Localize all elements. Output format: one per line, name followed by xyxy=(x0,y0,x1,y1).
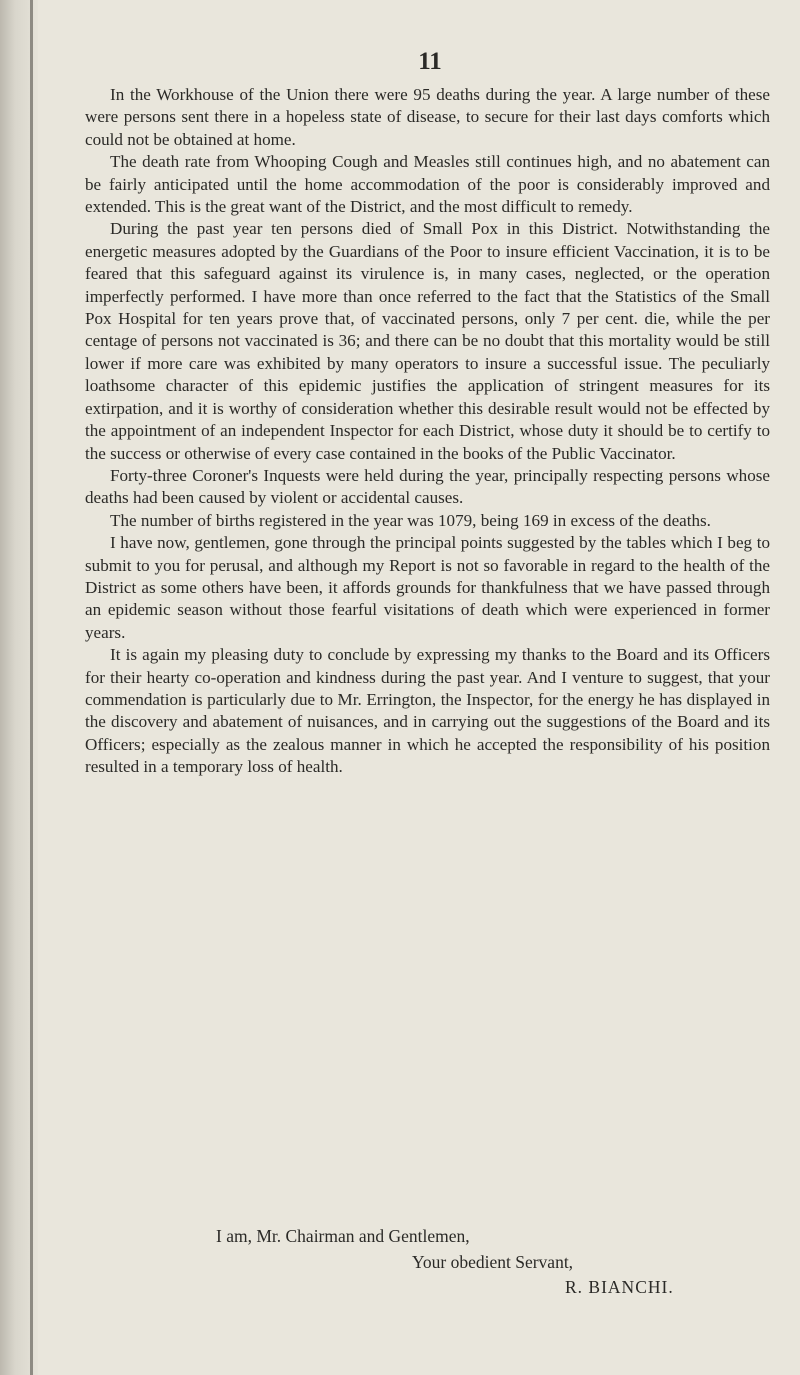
paragraph-coroners-inquests: Forty-three Coroner's Inquests were held during the year, principally respecting persons whose deaths had been caused by violent or accidental causes. xyxy=(85,465,770,508)
paragraph-thanks: It is again my pleasing duty to conclude by expressing my thanks to the Board and its Officers for their hearty co-operation and kindness during the past year. And I venture to suggest, that your commendation is particularly due to Mr. Errington, the Inspector, for the energy he has displayed in the discovery and abatement of nuisances, and in carrying out the suggestions of the Board and its Officers; especially as the zealous manner in which he accepted the responsibility of his position resulted in a temporary loss of health. xyxy=(85,645,770,777)
paragraph-births: The number of births registered in the year was 1079, being 169 in excess of the deaths. xyxy=(110,510,711,530)
paragraph-whooping-cough-measles: The death rate from Whooping Cough and Measles still continues high, and no abatement can be fairly anticipated until the home accommodation of the poor is considerably improved and extended. This is the great want of the District, and the most difficult to remedy. xyxy=(85,152,770,217)
binding-edge xyxy=(30,0,33,1375)
paragraph-workhouse-deaths: In the Workhouse of the Union there were 95 deaths during the year. A large number of these were persons sent there in a hopeless state of disease, to secure for their last days comforts which could not be obtained at home. xyxy=(85,85,770,149)
paragraph-small-pox: During the past year ten persons died of Small Pox in this District. Notwithstanding the energetic measures adopted by the Guardians of the Poor to insure efficient Vaccination, it is to be feared that this safeguard against its virulence is, in many cases, neglected, or the operation imperfectly performed. I have more than once referred to the fact that the Statistics of the Small Pox Hospital for ten years prove that, of vaccinated persons, only 7 per cent. die, while the per centage of persons not vaccinated is 36; and there can be no doubt that this mortality would be still lower if more care was exhibited by many operators to insure a successful issue. The peculiarly loathsome character of this epidemic justifies the application of stringent measures for its extirpation, and it is worthy of consideration whether this desirable result would not be effected by the appointment of an independent Inspector for each District, whose duty it should be to certify to the success or otherwise of every case contained in the books of the Public Vaccinator. xyxy=(85,219,770,463)
paragraph-summary: I have now, gentlemen, gone through the principal points suggested by the tables which I beg to submit to you for perusal, and although my Report is not so favorable in regard to the health of the District as some others have been, it affords grounds for thankfulness that we have passed through an epidemic season without those fearful visitations of death which were experienced in former years. xyxy=(85,533,770,642)
signature-name: R. BIANCHI. xyxy=(565,1277,674,1297)
closing-valediction: Your obedient Servant, xyxy=(412,1252,574,1272)
closing-salutation: I am, Mr. Chairman and Gentlemen, xyxy=(216,1226,470,1246)
page-number: 11 xyxy=(418,48,442,75)
body-text xyxy=(85,84,770,779)
